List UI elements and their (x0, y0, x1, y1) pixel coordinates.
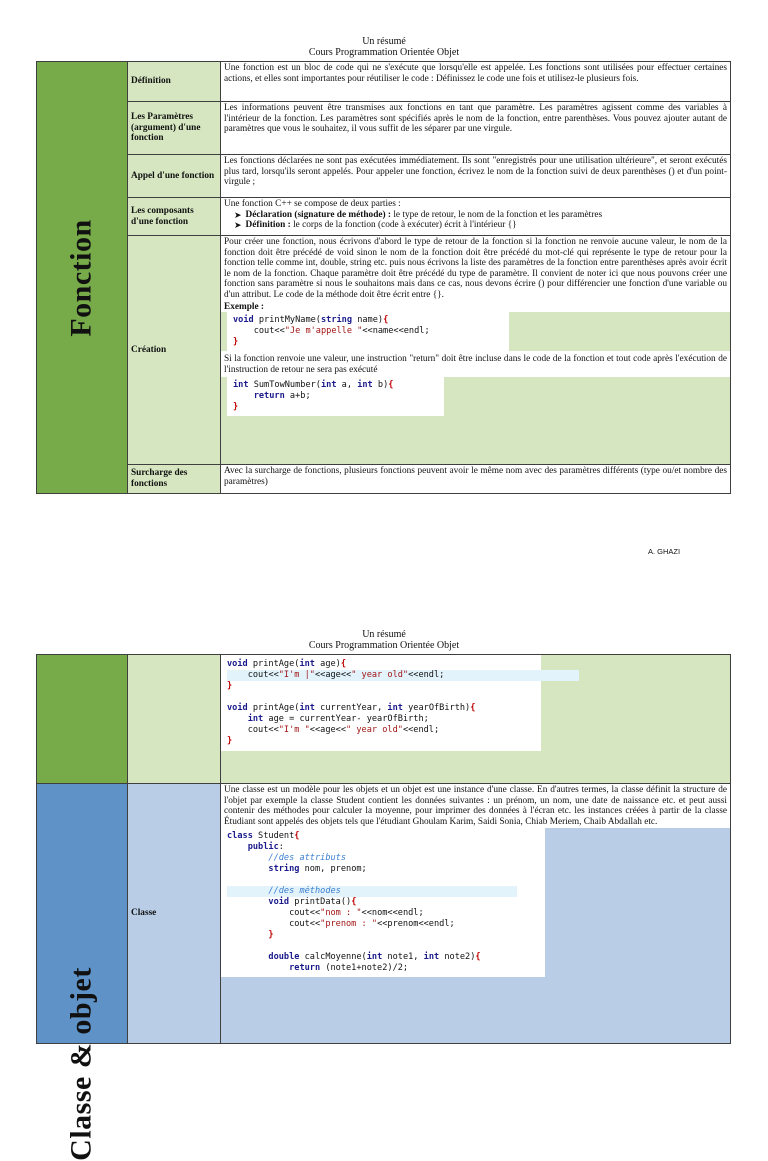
page1-header-line1: Un résumé (362, 36, 406, 47)
section-title-classe: Classe & objet (64, 966, 98, 1161)
page1-table (36, 61, 731, 494)
row-label-definition: Définition (128, 62, 221, 102)
page2-header (0, 629, 768, 651)
section-cell-fonction-continued (37, 655, 128, 784)
composants-bullet-definition (224, 220, 727, 231)
row-content-classe (221, 784, 731, 1044)
row-text-parametres: Les informations peuvent être transmises aux fonctions en tant que paramètre. Les paramètres agissent comme des variables à l'intérieur de la fonction. Les paramètres sont spécifiés après le nom de la fonction, entre parenthèses. Vous pouvez ajouter autant de paramètres que vous le souhaitez, il vous suffit de les séparer par une virgule. (221, 102, 731, 155)
bullet-definition-text: le corps de la fonction (code à exécuter) écrit à l'intérieur {} (290, 220, 517, 231)
row-content-composants (221, 198, 731, 236)
row-content-creation (221, 236, 731, 465)
section-cell-fonction (37, 62, 128, 494)
page2-header-line2: Cours Programmation Orientée Objet (308, 640, 460, 651)
row-label-classe: Classe (128, 784, 221, 1044)
composants-intro: Une fonction C++ se compose de deux parties : (224, 199, 401, 209)
code-block-student-class: class Student{ public: //des attributs string nom, prenom; //des méthodes void printData(){ cout<<"nom : "<<nom<<endl; cout<<"prenom : "<<prenom<<endl; } double calcMoyenne(int note1, int note2){ return (note1+note2)/2; (221, 828, 545, 977)
code-block-printmyname: void printMyName(string name){ cout<<"Je m'appelle "<<name<<endl; } (227, 312, 509, 351)
author-name: A. GHAZI (648, 547, 681, 556)
code-block-printage: void printAge(int age){ cout<<"I'm |"<<age<<" year old"<<endl; } void printAge(int currentYear, int yearOfBirth){ int age = currentYear- yearOfBirth; cout<<"I'm "<<age<<" year old"<<endl; } (221, 655, 541, 751)
section-title-fonction: Fonction (64, 218, 98, 337)
bullet-declaration-text: le type de retour, le nom de la fonction et les paramètres (391, 209, 603, 220)
row-label-creation: Création (128, 236, 221, 465)
row-label-surcharge: Surcharge des fonctions (128, 465, 221, 494)
section-cell-classe (37, 784, 128, 1161)
page1-header (0, 36, 768, 58)
composants-bullet-declaration (224, 210, 727, 221)
row-text-definition: Une fonction est un bloc de code qui ne s'exécute que lorsqu'elle est appelée. Les fonctions sont utilisées pour effectuer certaines actions, et elles sont importantes pour réutiliser le code : Définissez le code une fois et utilisez-le plusieurs fois. (221, 62, 731, 102)
row-label-composants: Les composants d'une fonction (128, 198, 221, 236)
page2-header-line1: Un résumé (362, 629, 406, 640)
arrow-bullet-icon: ➤ (234, 220, 242, 231)
bullet-definition-bold: Définition : (245, 220, 291, 231)
row-label-parametres: Les Paramètres (argument) d'une fonction (128, 102, 221, 155)
arrow-bullet-icon: ➤ (234, 209, 242, 220)
row-label-overload-empty (128, 655, 221, 784)
creation-example-label: Exemple : (221, 302, 730, 313)
creation-text: Pour créer une fonction, nous écrivons d'abord le type de retour de la fonction si la fonction ne renvoie aucune valeur, le nom de la fonction doit être précédé de void sinon le nom de la fonction doit être précédé du mot-clé qui représente le type de retour pour la fonction telle comme int, double, string etc. puis nous écrivons la liste des paramètres de la fonction entre parenthèses après avoir écrit le nom de la fonction. Chaque paramètre doit être précédé du type de paramètre. Il convient de noter ici que nous pouvons créer une fonction sans paramètre si nous le souhaitons mais dans ce cas, nous devons écrire () pour différencier une fonction d'une variable ou d'un attribut. Le code de la méthode doit être écrit entre {}. (221, 236, 730, 302)
row-content-overload-code (221, 655, 731, 784)
page1-header-line2: Cours Programmation Orientée Objet (308, 47, 460, 58)
classe-text: Une classe est un modèle pour les objets et un objet est une instance d'une classe. En d'autres termes, la classe définit la structure de l'objet par exemple la classe Student contient les données suivantes : un prénom, un nom, une date de naissance etc. et peut aussi contenir des méthodes pour calculer la moyenne, pour imprimer des données à l'écran etc. les instances créées à partir de la classe Étudiant sont appelés des objets tels que l'étudiant Ghoulam Karim, Saidi Sonia, Chiab Meriem, Chaib Abdallah etc. (221, 784, 730, 828)
row-label-appel: Appel d'une fonction (128, 155, 221, 198)
row-text-surcharge: Avec la surcharge de fonctions, plusieurs fonctions peuvent avoir le même nom avec des paramètres différents (type ou/et nombre des paramètres) (221, 465, 731, 494)
creation-return-text: Si la fonction renvoie une valeur, une instruction "return" doit être incluse dans le code de la fonction et tout code après l'exécution de l'instruction de retour ne sera pas exécuté (221, 351, 730, 377)
code-block-sumtownumber: int SumTowNumber(int a, int b){ return a+b; } (227, 377, 444, 416)
bullet-declaration-bold: Déclaration (signature de méthode) : (245, 209, 392, 220)
page2-table (36, 654, 731, 1161)
row-text-appel: Les fonctions déclarées ne sont pas exécutées immédiatement. Ils sont "enregistrés pour une utilisation ultérieure", et seront exécutés plus tard, lorsqu'ils seront appelés. Pour appeler une fonction, écrivez le nom de la fonction suivi de deux parenthèses () et d'un point-virgule ; (221, 155, 731, 198)
